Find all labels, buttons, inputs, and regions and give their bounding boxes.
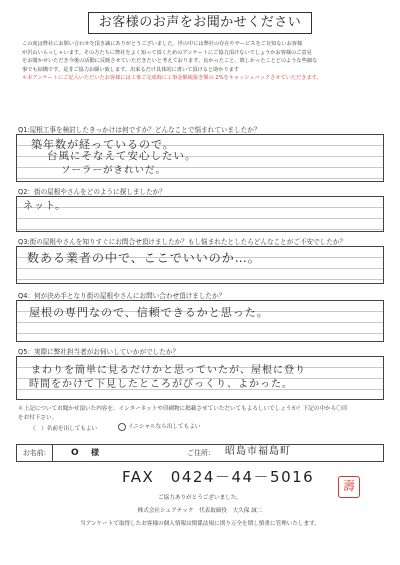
name-label: お名前: bbox=[17, 445, 53, 461]
question-2-answer-box[interactable] bbox=[16, 196, 384, 232]
company-text: 株式会社シェアテック 代表取締役 大久保 誠二 bbox=[137, 508, 263, 514]
answer-line: 屋根の専門なので、信頼できるかと思った。 bbox=[29, 306, 269, 319]
option-name-ok[interactable]: （ ）名前を出してもよい bbox=[30, 426, 98, 432]
question-4-label: Q4：何が決め手となり街の屋根やさんにお問い合わせ頂けましたか？ bbox=[18, 292, 226, 300]
publish-question-cont: をお付下さい。 bbox=[18, 415, 58, 421]
question-5-answer-box[interactable] bbox=[16, 356, 384, 400]
page-title: お客様のお声をお聞かせください bbox=[88, 12, 312, 34]
thanks-text: ご協力ありがとうございました。 bbox=[158, 495, 242, 501]
privacy-text: 当アンケートで取得したお客様の個人情報は関係法規に則り万全を期し慎重に管理いたします。 bbox=[80, 521, 320, 527]
answer-line: 数ある業者の中で、ここでいいのか…。 bbox=[27, 251, 261, 265]
fax-number: FAX 0424－44－5016 bbox=[122, 468, 315, 486]
answer-line: 台風にそなえて安心したい。 bbox=[47, 150, 197, 162]
address-value[interactable]: 昭島市福島町 bbox=[225, 446, 291, 457]
answer-line: まわりを簡単に見るだけかと思っていたが、屋根に登り bbox=[31, 365, 306, 376]
address-label: ご住所： bbox=[187, 449, 215, 457]
question-2-label: Q2：街の屋根やさんをどのように探しましたか？ bbox=[18, 188, 166, 196]
answer-line: 時間をかけて下見したところがびっくり、よかった。 bbox=[29, 379, 293, 390]
option-initials-label: イニシャルなら出してもよい bbox=[128, 424, 201, 430]
option-initials-ok[interactable] bbox=[118, 422, 200, 431]
company-seal-stamp: 壽 bbox=[338, 476, 360, 498]
name-value[interactable]: O bbox=[71, 448, 79, 458]
publish-question: ＊上記についてお聞かせ頂いた内容を、インターネットや印刷物に掲載させていただいてもよろしいでしょうか？下記の中から〇印 bbox=[18, 406, 348, 412]
name-suffix: 様 bbox=[91, 448, 99, 457]
question-3-answer-box[interactable] bbox=[16, 246, 384, 284]
intro-line: この度は弊社にお問い合わせを頂き誠にありがとうございました。世の中には弊社の存在やサービスをご存知ないお客様 bbox=[22, 41, 303, 47]
answer-line: ネット。 bbox=[23, 201, 67, 212]
question-3-label: Q3:街の屋根やさんを知りすぐにお問合せ頂けましたか？もし悩まれたとしたらどんなことがご不安でしたか？ bbox=[18, 238, 347, 246]
question-1-answer-box[interactable] bbox=[16, 134, 384, 182]
intro-line: が沢山いらっしゃいます。その方たちに弊社をよく知って頂くためのアンケートにご協力頂けないでしょうかお客様のご意見 bbox=[22, 49, 312, 56]
answer-line: ソーラーがきれいだ。 bbox=[61, 165, 167, 176]
question-1-label: Q1:屋根工事を検討したきっかけは何ですか？どんなことで悩まれていましたか？ bbox=[18, 126, 261, 134]
radio-circle-icon[interactable] bbox=[118, 423, 126, 431]
intro-text bbox=[22, 40, 384, 83]
intro-line: をお聞かせいただき今後の活動に反映させていただきたいと考えております。良かったこと、嬉しかったことどのような些細な bbox=[22, 58, 318, 65]
customer-info bbox=[16, 444, 384, 462]
question-5-label: Q5：実際に弊社担当者がお伺いしていかがでしたか？ bbox=[18, 348, 180, 356]
answer-line: 築年数が経っているので。 bbox=[31, 138, 175, 151]
intro-line: 事でも結構です。是非ご協力お願い致します。出来るだけ具体的に書いて頂けると助かります bbox=[22, 66, 240, 73]
cashback-note: ＊本アンケートにご記入いただいたお客様には工事ご完成時に工事金額税抜き額の 2%をキャッシュバックさせていただきます。 bbox=[22, 75, 322, 82]
question-4-answer-box[interactable] bbox=[16, 300, 384, 342]
